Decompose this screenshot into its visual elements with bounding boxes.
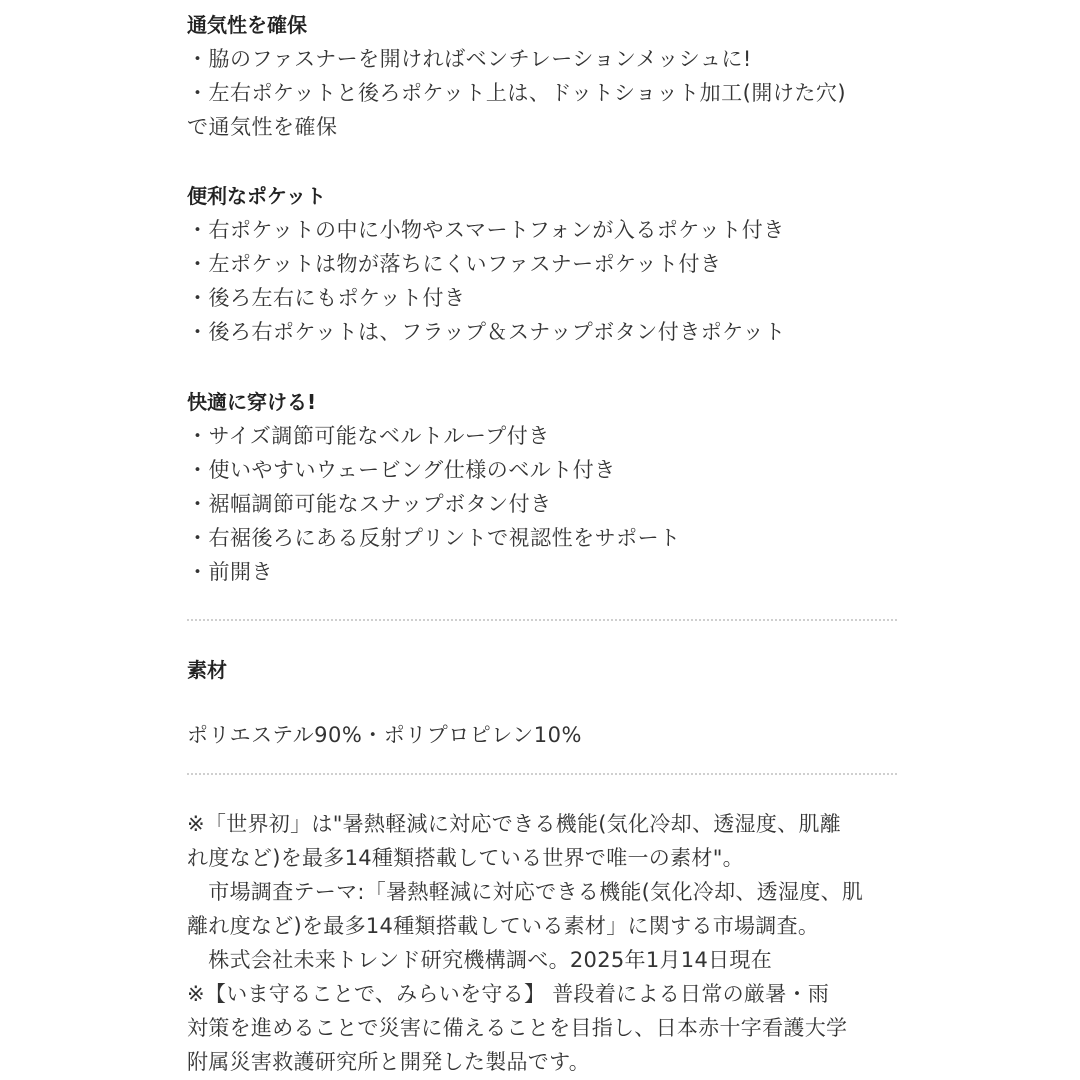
section-comfort (187, 385, 681, 589)
section-ventilation (187, 8, 846, 144)
note-line: ※【いま守ることで、みらいを守る】 普段着による日常の厳暑・雨 (187, 982, 830, 1006)
feature-line: ・右裾後ろにある反射プリントで視認性をサポート (187, 526, 681, 550)
note-line: 離れ度など)を最多14種類搭載している素材」に関する市場調査。 (187, 914, 820, 938)
feature-line: ・裾幅調節可能なスナップボタン付き (187, 492, 552, 516)
section-material (187, 653, 227, 687)
feature-line: ・使いやすいウェービング仕様のベルト付き (187, 458, 616, 482)
feature-line: ・左ポケットは物が落ちにくいファスナーポケット付き (187, 252, 722, 276)
note-line: 附属災害救護研究所と開発した製品です。 (187, 1050, 591, 1074)
note-line: ※「世界初」は"暑熱軽減に対応できる機能(気化冷却、透湿度、肌離 (187, 812, 842, 836)
feature-line: で通気性を確保 (187, 115, 338, 139)
section-divider (187, 773, 897, 775)
feature-line: ・後ろ右ポケットは、フラップ＆スナップボタン付きポケット (187, 320, 786, 344)
note-line: れ度など)を最多14種類搭載している世界で唯一の素材"。 (187, 846, 744, 870)
note-line: 株式会社未来トレンド研究機構調べ。2025年1月14日現在 (187, 948, 772, 972)
note-line: 市場調査テーマ:「暑熱軽減に対応できる機能(気化冷却、透湿度、肌 (187, 880, 864, 904)
note-line: 対策を進めることで災害に備えることを目指し、日本赤十字看護大学 (187, 1016, 848, 1040)
section-pockets (187, 179, 786, 349)
feature-line: ・前開き (187, 560, 273, 584)
section-title: 快適に穿ける! (187, 390, 317, 414)
section-divider (187, 619, 897, 621)
notes-block (187, 807, 863, 1079)
feature-line: ・左右ポケットと後ろポケット上は、ドットショット加工(開けた穴) (187, 81, 847, 105)
feature-line: ・脇のファスナーを開ければベンチレーションメッシュに! (187, 47, 752, 71)
material-value: ポリエステル90%・ポリプロピレン10% (187, 723, 582, 747)
section-title: 通気性を確保 (187, 13, 307, 37)
feature-line: ・サイズ調節可能なベルトループ付き (187, 424, 550, 448)
feature-line: ・右ポケットの中に小物やスマートフォンが入るポケット付き (187, 218, 785, 242)
feature-line: ・後ろ左右にもポケット付き (187, 286, 466, 310)
material-title: 素材 (187, 658, 227, 682)
section-title: 便利なポケット (187, 184, 326, 208)
